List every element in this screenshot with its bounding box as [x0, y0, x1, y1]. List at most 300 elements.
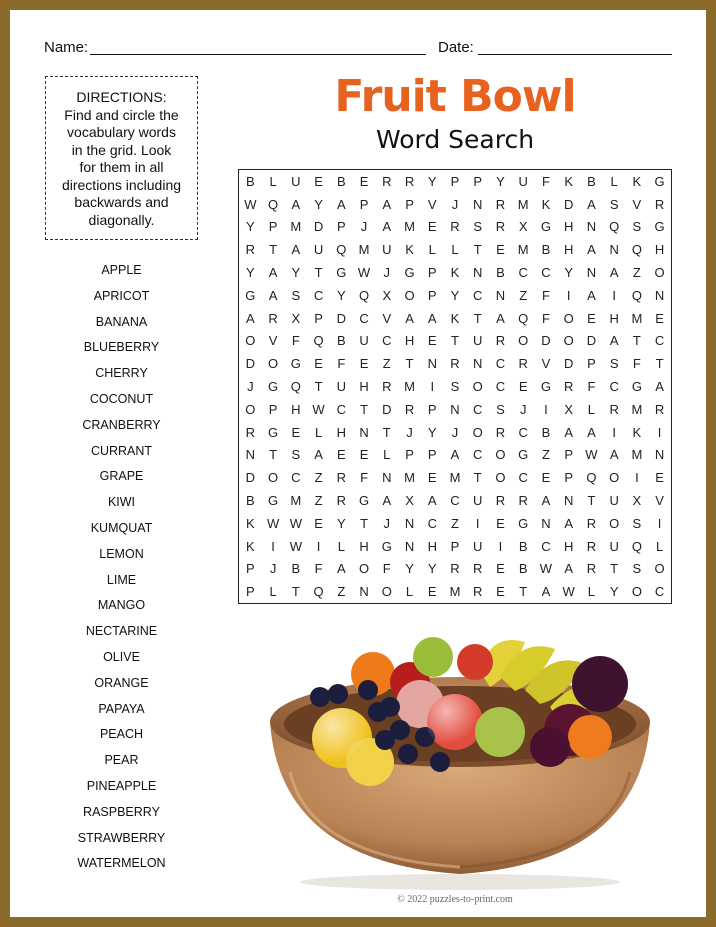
grid-letter[interactable]: P [268, 401, 278, 417]
grid-letter[interactable]: S [632, 515, 642, 531]
grid-letter[interactable]: P [450, 173, 460, 189]
grid-letter[interactable]: A [564, 515, 574, 531]
grid-letter[interactable]: T [473, 310, 482, 326]
grid-letter[interactable]: U [313, 242, 324, 258]
grid-letter[interactable]: F [632, 356, 641, 372]
grid-letter[interactable]: K [632, 173, 642, 189]
grid-letter[interactable]: I [612, 287, 616, 303]
grid-letter[interactable]: L [269, 584, 277, 600]
grid-letter[interactable]: W [312, 401, 325, 417]
grid-letter[interactable]: M [358, 242, 370, 258]
grid-letter[interactable]: K [246, 538, 255, 554]
grid-letter[interactable]: C [654, 584, 665, 600]
grid-letter[interactable]: C [450, 492, 460, 508]
grid-letter[interactable]: C [518, 265, 528, 281]
grid-letter[interactable]: R [495, 219, 506, 235]
grid-letter[interactable]: G [404, 265, 415, 281]
grid-letter[interactable]: F [541, 287, 550, 303]
grid-letter[interactable]: R [382, 378, 392, 394]
grid-letter[interactable]: R [563, 378, 574, 394]
grid-letter[interactable]: F [382, 561, 391, 577]
grid-letter[interactable]: W [357, 265, 371, 281]
grid-letter[interactable]: C [359, 310, 369, 326]
grid-letter[interactable]: T [405, 356, 414, 372]
grid-letter[interactable]: C [495, 356, 506, 372]
grid-letter[interactable]: O [381, 584, 392, 600]
grid-letter[interactable]: W [585, 447, 598, 463]
grid-letter[interactable]: M [290, 492, 302, 508]
grid-letter[interactable]: R [450, 356, 460, 372]
grid-letter[interactable]: N [427, 356, 437, 372]
grid-letter[interactable]: P [405, 196, 414, 212]
grid-letter[interactable]: Y [450, 287, 460, 303]
grid-letter[interactable]: O [654, 561, 665, 577]
grid-letter[interactable]: A [655, 378, 664, 394]
grid-letter[interactable]: L [314, 424, 323, 440]
grid-letter[interactable]: T [473, 470, 482, 486]
grid-letter[interactable]: U [473, 492, 483, 508]
grid-letter[interactable]: R [495, 424, 506, 440]
grid-letter[interactable]: Z [519, 287, 528, 303]
grid-letter[interactable]: N [654, 447, 665, 463]
grid-letter[interactable]: O [472, 424, 483, 440]
grid-letter[interactable]: R [586, 561, 597, 577]
grid-letter[interactable]: R [245, 424, 256, 440]
grid-letter[interactable]: Q [358, 287, 370, 303]
grid-letter[interactable]: M [631, 310, 643, 326]
grid-letter[interactable]: T [473, 242, 482, 258]
grid-letter[interactable]: X [518, 219, 528, 235]
grid-letter[interactable]: U [518, 173, 528, 189]
grid-letter[interactable]: P [246, 584, 255, 600]
grid-letter[interactable]: H [336, 424, 346, 440]
grid-letter[interactable]: N [404, 515, 415, 531]
grid-letter[interactable]: P [405, 447, 414, 463]
grid-letter[interactable]: O [563, 310, 574, 326]
grid-letter[interactable]: A [564, 424, 574, 440]
grid-letter[interactable]: Q [336, 242, 347, 258]
grid-letter[interactable]: O [472, 378, 483, 394]
grid-letter[interactable]: K [450, 310, 460, 326]
grid-letter[interactable]: S [632, 219, 642, 235]
grid-letter[interactable]: S [473, 219, 483, 235]
grid-letter[interactable]: T [314, 378, 323, 394]
grid-letter[interactable]: G [540, 219, 551, 235]
grid-letter[interactable]: T [519, 584, 528, 600]
grid-letter[interactable]: G [268, 424, 279, 440]
grid-letter[interactable]: K [632, 424, 642, 440]
grid-letter[interactable]: X [564, 401, 574, 417]
grid-letter[interactable]: N [404, 538, 415, 554]
grid-letter[interactable]: C [382, 333, 392, 349]
grid-letter[interactable]: E [496, 584, 505, 600]
grid-letter[interactable]: U [609, 492, 619, 508]
grid-letter[interactable]: T [382, 424, 391, 440]
grid-letter[interactable]: V [541, 356, 551, 372]
grid-letter[interactable]: A [314, 447, 323, 463]
grid-letter[interactable]: M [631, 401, 643, 417]
grid-letter[interactable]: C [518, 470, 528, 486]
grid-letter[interactable]: Q [268, 196, 279, 212]
grid-letter[interactable]: I [657, 515, 662, 531]
grid-letter[interactable]: E [587, 310, 596, 326]
grid-letter[interactable]: C [473, 287, 483, 303]
grid-letter[interactable]: O [268, 356, 279, 372]
grid-letter[interactable]: C [495, 378, 506, 394]
grid-letter[interactable]: X [291, 310, 301, 326]
grid-letter[interactable]: N [586, 265, 597, 281]
grid-letter[interactable]: N [495, 287, 506, 303]
grid-letter[interactable]: J [383, 515, 391, 531]
grid-letter[interactable]: G [358, 492, 370, 508]
grid-letter[interactable]: N [382, 470, 392, 486]
grid-letter[interactable]: A [587, 242, 596, 258]
grid-letter[interactable]: Y [427, 561, 437, 577]
grid-letter[interactable]: S [632, 561, 642, 577]
grid-letter[interactable]: M [449, 470, 461, 486]
grid-letter[interactable]: M [449, 584, 461, 600]
grid-letter[interactable]: K [405, 242, 414, 258]
grid-letter[interactable]: M [517, 242, 529, 258]
grid-letter[interactable]: R [586, 538, 597, 554]
grid-letter[interactable]: E [496, 515, 505, 531]
grid-letter[interactable]: K [564, 173, 574, 189]
grid-letter[interactable]: E [336, 447, 346, 463]
grid-letter[interactable]: G [518, 447, 529, 463]
grid-letter[interactable]: O [631, 584, 642, 600]
grid-letter[interactable]: W [289, 538, 302, 554]
grid-letter[interactable]: N [359, 584, 369, 600]
grid-letter[interactable]: W [244, 196, 257, 212]
grid-letter[interactable]: G [381, 538, 392, 554]
grid-letter[interactable]: R [654, 401, 665, 417]
grid-letter[interactable]: P [246, 561, 255, 577]
grid-letter[interactable]: M [517, 196, 529, 212]
grid-letter[interactable]: J [451, 196, 459, 212]
grid-letter[interactable]: U [359, 333, 369, 349]
grid-letter[interactable]: Y [246, 219, 255, 235]
grid-letter[interactable]: O [495, 447, 506, 463]
grid-letter[interactable]: V [382, 310, 392, 326]
grid-letter[interactable]: E [359, 173, 369, 189]
grid-letter[interactable]: S [291, 287, 301, 303]
grid-letter[interactable]: I [612, 424, 616, 440]
grid-letter[interactable]: A [427, 310, 437, 326]
grid-letter[interactable]: A [427, 492, 437, 508]
grid-letter[interactable]: R [495, 196, 506, 212]
grid-letter[interactable]: E [291, 424, 301, 440]
grid-letter[interactable]: L [610, 173, 618, 189]
grid-letter[interactable]: G [654, 173, 665, 189]
grid-letter[interactable]: Q [313, 584, 324, 600]
grid-letter[interactable]: B [541, 424, 551, 440]
grid-letter[interactable]: E [655, 310, 664, 326]
grid-letter[interactable]: O [654, 265, 665, 281]
grid-letter[interactable]: D [563, 196, 574, 212]
grid-letter[interactable]: C [654, 333, 665, 349]
grid-letter[interactable]: R [495, 333, 506, 349]
grid-letter[interactable]: Q [631, 538, 642, 554]
grid-letter[interactable]: O [609, 515, 620, 531]
grid-letter[interactable]: J [269, 561, 277, 577]
grid-letter[interactable]: R [382, 173, 392, 189]
grid-letter[interactable]: Q [586, 470, 597, 486]
grid-letter[interactable]: N [245, 447, 256, 463]
grid-letter[interactable]: W [266, 515, 280, 531]
grid-letter[interactable]: H [291, 401, 301, 417]
grid-letter[interactable]: A [450, 447, 460, 463]
grid-letter[interactable]: G [290, 356, 301, 372]
grid-letter[interactable]: A [587, 287, 596, 303]
grid-letter[interactable]: C [609, 378, 619, 394]
grid-letter[interactable]: I [475, 515, 480, 531]
grid-letter[interactable]: R [495, 492, 506, 508]
grid-letter[interactable]: S [496, 401, 505, 417]
grid-letter[interactable]: I [544, 401, 548, 417]
grid-letter[interactable]: Y [246, 265, 255, 281]
grid-letter[interactable]: C [473, 447, 483, 463]
grid-letter[interactable]: A [541, 584, 551, 600]
grid-letter[interactable]: R [336, 470, 346, 486]
grid-letter[interactable]: R [609, 401, 619, 417]
grid-letter[interactable]: Q [313, 333, 324, 349]
grid-letter[interactable]: I [430, 378, 435, 394]
grid-letter[interactable]: H [359, 538, 369, 554]
grid-letter[interactable]: U [336, 378, 346, 394]
grid-letter[interactable]: E [359, 447, 369, 463]
grid-letter[interactable]: Q [518, 310, 529, 326]
grid-letter[interactable]: C [541, 538, 551, 554]
grid-letter[interactable]: U [473, 538, 483, 554]
grid-letter[interactable]: B [246, 173, 255, 189]
grid-letter[interactable]: E [496, 561, 505, 577]
grid-letter[interactable]: N [450, 401, 460, 417]
grid-letter[interactable]: C [291, 470, 301, 486]
grid-letter[interactable]: B [518, 561, 528, 577]
grid-letter[interactable]: U [609, 538, 619, 554]
grid-letter[interactable]: S [450, 378, 460, 394]
grid-letter[interactable]: Q [290, 378, 301, 394]
grid-letter[interactable]: A [382, 196, 392, 212]
grid-letter[interactable]: L [405, 584, 414, 600]
grid-letter[interactable]: O [245, 333, 256, 349]
grid-letter[interactable]: N [609, 242, 619, 258]
grid-letter[interactable]: H [404, 333, 415, 349]
grid-letter[interactable]: R [268, 310, 278, 326]
grid-letter[interactable]: Y [427, 173, 437, 189]
grid-letter[interactable]: L [428, 242, 436, 258]
grid-letter[interactable]: N [586, 219, 597, 235]
grid-letter[interactable]: N [541, 515, 551, 531]
grid-letter[interactable]: Y [336, 515, 346, 531]
grid-letter[interactable]: Z [632, 265, 641, 281]
grid-letter[interactable]: Y [427, 424, 437, 440]
grid-letter[interactable]: C [518, 424, 528, 440]
grid-letter[interactable]: T [451, 333, 459, 349]
grid-letter[interactable]: F [360, 470, 369, 486]
grid-letter[interactable]: I [271, 538, 275, 554]
grid-letter[interactable]: U [291, 173, 301, 189]
grid-letter[interactable]: B [541, 242, 551, 258]
grid-letter[interactable]: R [245, 242, 256, 258]
grid-letter[interactable]: G [245, 287, 256, 303]
grid-letter[interactable]: H [563, 219, 574, 235]
grid-letter[interactable]: A [291, 196, 301, 212]
grid-letter[interactable]: E [541, 470, 551, 486]
grid-letter[interactable]: R [518, 492, 528, 508]
grid-letter[interactable]: D [313, 219, 324, 235]
grid-letter[interactable]: D [382, 401, 392, 417]
grid-letter[interactable]: Z [382, 356, 391, 372]
grid-letter[interactable]: I [657, 424, 662, 440]
grid-letter[interactable]: A [496, 310, 505, 326]
grid-letter[interactable]: F [541, 310, 550, 326]
grid-letter[interactable]: P [427, 287, 437, 303]
grid-letter[interactable]: F [541, 173, 550, 189]
grid-letter[interactable]: H [563, 538, 574, 554]
grid-letter[interactable]: Q [631, 242, 642, 258]
grid-letter[interactable]: S [291, 447, 301, 463]
grid-letter[interactable]: P [450, 538, 460, 554]
grid-letter[interactable]: B [587, 173, 596, 189]
grid-letter[interactable]: P [359, 196, 369, 212]
grid-letter[interactable]: F [587, 378, 596, 394]
grid-letter[interactable]: Z [541, 447, 550, 463]
grid-letter[interactable]: T [360, 515, 369, 531]
grid-letter[interactable]: E [314, 515, 323, 531]
grid-letter[interactable]: E [314, 173, 323, 189]
grid-letter[interactable]: D [563, 356, 574, 372]
grid-letter[interactable]: L [383, 447, 391, 463]
grid-letter[interactable]: C [473, 401, 483, 417]
grid-letter[interactable]: H [654, 242, 665, 258]
grid-letter[interactable]: E [314, 356, 323, 372]
grid-letter[interactable]: T [610, 561, 619, 577]
grid-letter[interactable]: M [404, 219, 415, 235]
grid-letter[interactable]: W [289, 515, 302, 531]
grid-letter[interactable]: L [587, 401, 596, 417]
grid-letter[interactable]: S [609, 356, 619, 372]
grid-letter[interactable]: I [316, 538, 321, 554]
grid-letter[interactable]: N [359, 424, 369, 440]
grid-letter[interactable]: G [540, 378, 551, 394]
grid-letter[interactable]: Q [631, 287, 642, 303]
grid-letter[interactable]: E [518, 378, 528, 394]
grid-letter[interactable]: U [473, 333, 483, 349]
grid-letter[interactable]: Y [496, 173, 505, 189]
grid-letter[interactable]: D [336, 310, 346, 326]
grid-letter[interactable]: D [245, 470, 256, 486]
grid-letter[interactable]: G [268, 378, 279, 394]
grid-letter[interactable]: A [336, 561, 346, 577]
grid-letter[interactable]: R [518, 356, 528, 372]
grid-letter[interactable]: L [269, 173, 277, 189]
grid-letter[interactable]: B [336, 333, 346, 349]
grid-letter[interactable]: Q [609, 219, 620, 235]
grid-letter[interactable]: G [336, 265, 347, 281]
grid-letter[interactable]: P [427, 401, 437, 417]
grid-letter[interactable]: J [406, 424, 413, 440]
grid-letter[interactable]: N [473, 265, 483, 281]
grid-letter[interactable]: N [473, 196, 483, 212]
grid-letter[interactable]: P [564, 470, 574, 486]
grid-letter[interactable]: A [587, 196, 596, 212]
grid-letter[interactable]: H [609, 310, 619, 326]
grid-letter[interactable]: A [609, 447, 619, 463]
grid-letter[interactable]: R [473, 584, 483, 600]
grid-letter[interactable]: B [496, 265, 505, 281]
grid-letter[interactable]: P [314, 310, 323, 326]
grid-letter[interactable]: O [518, 333, 529, 349]
grid-letter[interactable]: L [451, 242, 459, 258]
grid-letter[interactable]: A [268, 265, 278, 281]
grid-letter[interactable]: J [519, 401, 527, 417]
grid-letter[interactable]: J [383, 265, 391, 281]
grid-letter[interactable]: Y [609, 584, 619, 600]
grid-letter[interactable]: O [268, 470, 279, 486]
grid-letter[interactable]: R [336, 492, 346, 508]
grid-letter[interactable]: T [587, 492, 596, 508]
grid-letter[interactable]: R [404, 173, 415, 189]
grid-letter[interactable]: B [291, 561, 301, 577]
grid-letter[interactable]: G [631, 378, 642, 394]
grid-letter[interactable]: T [632, 333, 641, 349]
grid-letter[interactable]: A [564, 561, 574, 577]
grid-letter[interactable]: P [427, 447, 437, 463]
grid-letter[interactable]: X [382, 287, 392, 303]
grid-letter[interactable]: Y [291, 265, 301, 281]
grid-letter[interactable]: G [518, 515, 529, 531]
grid-letter[interactable]: C [336, 401, 346, 417]
grid-letter[interactable]: E [427, 470, 437, 486]
grid-letter[interactable]: T [314, 265, 323, 281]
grid-letter[interactable]: X [405, 492, 414, 508]
grid-letter[interactable]: T [269, 242, 278, 258]
grid-letter[interactable]: O [495, 470, 506, 486]
grid-letter[interactable]: K [541, 196, 551, 212]
grid-letter[interactable]: M [404, 470, 415, 486]
grid-letter[interactable]: T [269, 447, 278, 463]
grid-letter[interactable]: M [290, 219, 302, 235]
grid-letter[interactable]: P [564, 447, 574, 463]
grid-letter[interactable]: E [427, 219, 437, 235]
grid-letter[interactable]: I [566, 287, 571, 303]
grid-letter[interactable]: K [246, 515, 255, 531]
grid-letter[interactable]: Z [314, 470, 323, 486]
word-search-grid[interactable] [238, 169, 672, 604]
grid-letter[interactable]: X [632, 492, 642, 508]
grid-letter[interactable]: L [656, 538, 664, 554]
grid-letter[interactable]: D [541, 333, 551, 349]
grid-letter[interactable]: O [358, 561, 370, 577]
grid-letter[interactable]: O [404, 287, 415, 303]
grid-letter[interactable]: P [473, 173, 483, 189]
grid-letter[interactable]: O [563, 333, 574, 349]
grid-letter[interactable]: C [427, 515, 437, 531]
grid-letter[interactable]: I [498, 538, 503, 554]
date-field[interactable] [478, 54, 672, 55]
grid-letter[interactable]: E [359, 356, 369, 372]
grid-letter[interactable]: A [291, 242, 301, 258]
grid-letter[interactable]: T [291, 584, 300, 600]
grid-letter[interactable]: V [427, 196, 437, 212]
grid-letter[interactable]: O [609, 470, 620, 486]
grid-letter[interactable]: Y [405, 561, 414, 577]
grid-letter[interactable]: Y [336, 287, 346, 303]
grid-letter[interactable]: E [427, 333, 437, 349]
grid-letter[interactable]: B [336, 173, 346, 189]
grid-letter[interactable]: J [451, 424, 459, 440]
